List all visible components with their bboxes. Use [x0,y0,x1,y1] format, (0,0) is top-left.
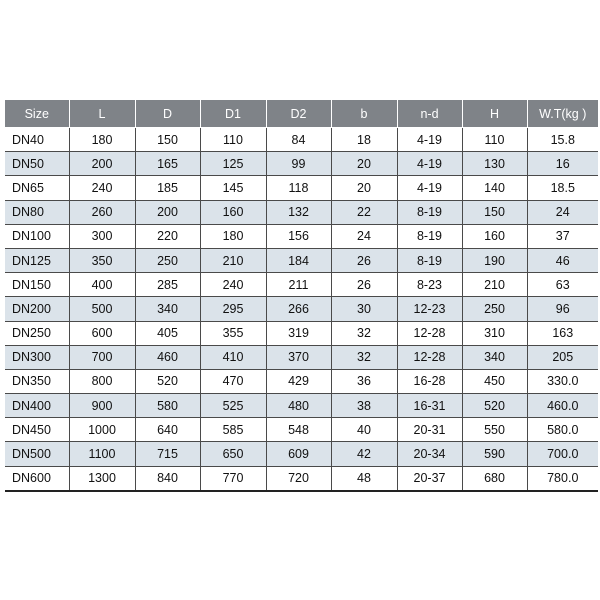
table-row [5,394,598,418]
cell-b: 32 [331,321,397,345]
cell-d: 580 [135,394,200,418]
cell-d: 285 [135,273,200,297]
cell-d1: 210 [200,248,266,272]
cell-d: 460 [135,345,200,369]
cell-weight: 16 [527,152,598,176]
table-row [5,418,598,442]
cell-l: 400 [69,273,135,297]
cell-h: 190 [462,248,527,272]
cell-l: 240 [69,176,135,200]
cell-d1: 160 [200,200,266,224]
cell-d2: 184 [266,248,331,272]
cell-d2: 720 [266,466,331,491]
cell-d1: 585 [200,418,266,442]
cell-size: DN200 [5,297,69,321]
cell-d2: 609 [266,442,331,466]
cell-weight: 700.0 [527,442,598,466]
cell-size: DN40 [5,128,69,152]
cell-d2: 99 [266,152,331,176]
cell-h: 590 [462,442,527,466]
cell-d2: 211 [266,273,331,297]
cell-l: 200 [69,152,135,176]
cell-size: DN350 [5,369,69,393]
cell-weight: 780.0 [527,466,598,491]
cell-n-d: 8-19 [397,224,462,248]
header-cell-l: L [69,100,135,128]
cell-d2: 132 [266,200,331,224]
cell-h: 160 [462,224,527,248]
cell-size: DN500 [5,442,69,466]
cell-d: 200 [135,200,200,224]
cell-d: 405 [135,321,200,345]
cell-l: 260 [69,200,135,224]
cell-h: 140 [462,176,527,200]
cell-weight: 460.0 [527,394,598,418]
cell-d: 185 [135,176,200,200]
cell-b: 38 [331,394,397,418]
cell-weight: 37 [527,224,598,248]
cell-d2: 156 [266,224,331,248]
cell-h: 210 [462,273,527,297]
cell-b: 30 [331,297,397,321]
cell-d2: 118 [266,176,331,200]
header-cell-size: Size [5,100,69,128]
cell-h: 250 [462,297,527,321]
cell-n-d: 16-31 [397,394,462,418]
table-row [5,152,598,176]
cell-b: 42 [331,442,397,466]
table-row [5,345,598,369]
cell-size: DN300 [5,345,69,369]
cell-weight: 330.0 [527,369,598,393]
header-cell-weight: W.T(kg ) [527,100,598,128]
cell-d1: 125 [200,152,266,176]
header-cell-d1: D1 [200,100,266,128]
cell-b: 32 [331,345,397,369]
cell-n-d: 20-37 [397,466,462,491]
cell-l: 900 [69,394,135,418]
cell-d2: 480 [266,394,331,418]
cell-n-d: 8-19 [397,248,462,272]
cell-d1: 525 [200,394,266,418]
cell-d2: 319 [266,321,331,345]
table-row [5,200,598,224]
cell-size: DN400 [5,394,69,418]
cell-d1: 355 [200,321,266,345]
table-row [5,321,598,345]
cell-d: 640 [135,418,200,442]
cell-d1: 770 [200,466,266,491]
cell-d1: 410 [200,345,266,369]
cell-n-d: 20-31 [397,418,462,442]
header-cell-n-d: n-d [397,100,462,128]
cell-b: 20 [331,152,397,176]
cell-weight: 24 [527,200,598,224]
cell-size: DN250 [5,321,69,345]
cell-d: 220 [135,224,200,248]
cell-weight: 46 [527,248,598,272]
cell-n-d: 12-28 [397,321,462,345]
cell-n-d: 4-19 [397,176,462,200]
cell-size: DN600 [5,466,69,491]
cell-d2: 266 [266,297,331,321]
cell-size: DN450 [5,418,69,442]
cell-h: 340 [462,345,527,369]
cell-size: DN65 [5,176,69,200]
cell-d: 840 [135,466,200,491]
cell-b: 22 [331,200,397,224]
cell-l: 300 [69,224,135,248]
table-row [5,442,598,466]
cell-weight: 18.5 [527,176,598,200]
cell-d1: 470 [200,369,266,393]
cell-n-d: 4-19 [397,128,462,152]
table-row [5,369,598,393]
cell-d1: 180 [200,224,266,248]
cell-weight: 63 [527,273,598,297]
cell-h: 130 [462,152,527,176]
cell-b: 26 [331,248,397,272]
cell-d: 715 [135,442,200,466]
cell-size: DN50 [5,152,69,176]
cell-weight: 96 [527,297,598,321]
cell-h: 450 [462,369,527,393]
cell-n-d: 12-28 [397,345,462,369]
cell-l: 180 [69,128,135,152]
cell-l: 500 [69,297,135,321]
cell-l: 700 [69,345,135,369]
table-row [5,248,598,272]
cell-d2: 429 [266,369,331,393]
header-cell-h: H [462,100,527,128]
cell-l: 350 [69,248,135,272]
dimensions-table [5,100,598,492]
cell-d2: 370 [266,345,331,369]
cell-n-d: 8-23 [397,273,462,297]
cell-h: 550 [462,418,527,442]
header-row [5,100,598,128]
cell-n-d: 8-19 [397,200,462,224]
cell-d1: 240 [200,273,266,297]
cell-d: 165 [135,152,200,176]
cell-n-d: 16-28 [397,369,462,393]
cell-l: 1000 [69,418,135,442]
table-row [5,176,598,200]
header-cell-d2: D2 [266,100,331,128]
cell-h: 680 [462,466,527,491]
table-row [5,466,598,491]
cell-b: 36 [331,369,397,393]
cell-weight: 15.8 [527,128,598,152]
cell-d: 520 [135,369,200,393]
cell-l: 600 [69,321,135,345]
cell-n-d: 4-19 [397,152,462,176]
table-row [5,224,598,248]
cell-size: DN80 [5,200,69,224]
cell-d2: 548 [266,418,331,442]
cell-d: 250 [135,248,200,272]
cell-d1: 110 [200,128,266,152]
cell-d: 150 [135,128,200,152]
cell-b: 24 [331,224,397,248]
cell-b: 20 [331,176,397,200]
cell-d1: 145 [200,176,266,200]
cell-l: 1100 [69,442,135,466]
cell-b: 18 [331,128,397,152]
table-row [5,297,598,321]
cell-d2: 84 [266,128,331,152]
cell-n-d: 20-34 [397,442,462,466]
table-row [5,128,598,152]
header-cell-b: b [331,100,397,128]
cell-l: 1300 [69,466,135,491]
cell-size: DN100 [5,224,69,248]
cell-weight: 205 [527,345,598,369]
table-body [5,128,598,491]
cell-b: 48 [331,466,397,491]
cell-h: 150 [462,200,527,224]
cell-h: 520 [462,394,527,418]
cell-size: DN150 [5,273,69,297]
cell-b: 26 [331,273,397,297]
cell-h: 310 [462,321,527,345]
cell-d1: 650 [200,442,266,466]
cell-h: 110 [462,128,527,152]
cell-n-d: 12-23 [397,297,462,321]
cell-b: 40 [331,418,397,442]
header-cell-d: D [135,100,200,128]
cell-d1: 295 [200,297,266,321]
table-row [5,273,598,297]
cell-weight: 163 [527,321,598,345]
cell-d: 340 [135,297,200,321]
cell-size: DN125 [5,248,69,272]
cell-l: 800 [69,369,135,393]
cell-weight: 580.0 [527,418,598,442]
